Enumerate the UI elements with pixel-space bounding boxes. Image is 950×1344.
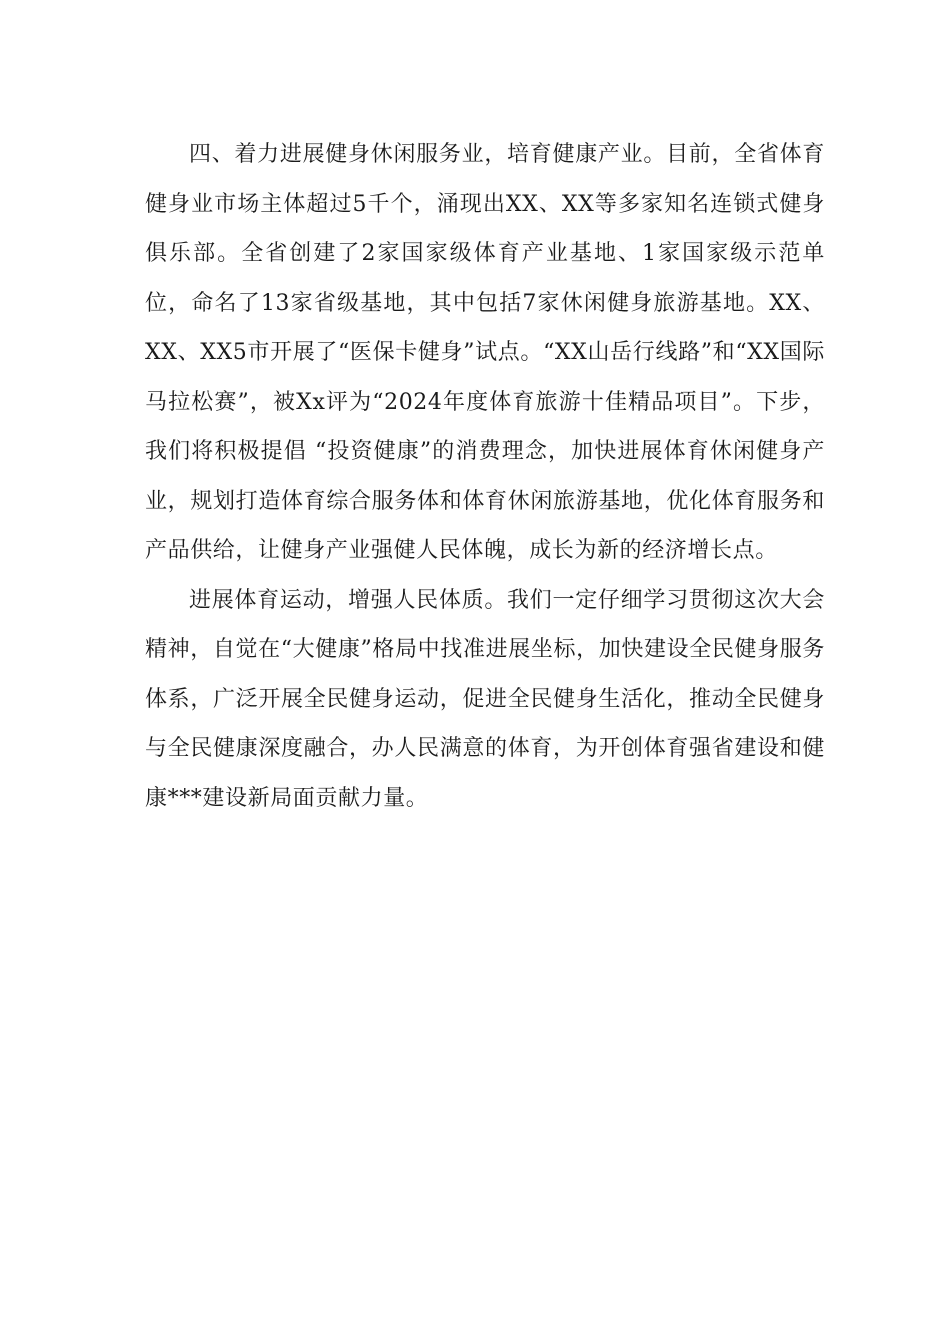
paragraph-health-industry: 四、着力进展健身休闲服务业，培育健康产业。目前，全省体育健身业市场主体超过5千个，涌现出XX、XX等多家知名连锁式健身俱乐部。全省创建了2家国家级体育产业基地、1家国家级示范单位，命名了13家省级基地，其中包括7家休闲健身旅游基地。XX、XX、XX5市开展了“医保卡健身”试点。“XX山岳行线路”和“XX国际马拉松赛”，被Xx评为“2024年度体育旅游十佳精品项目”。下步，我们将积极提倡 “投资健康”的消费理念，加快进展体育休闲健身产业，规划打造体育综合服务体和体育休闲旅游基地，优化体育服务和产品供给，让健身产业强健人民体魄，成长为新的经济增长点。 — [145, 142, 825, 563]
document-body — [145, 130, 825, 823]
paragraph-conclusion: 进展体育运动，增强人民体质。我们一定仔细学习贯彻这次大会精神，自觉在“大健康”格局中找准进展坐标，加快建设全民健身服务体系，广泛开展全民健身运动，促进全民健身生活化，推动全民健身与全民健康深度融合，办人民满意的体育，为开创体育强省建设和健康***建设新局面贡献力量。 — [145, 587, 825, 811]
